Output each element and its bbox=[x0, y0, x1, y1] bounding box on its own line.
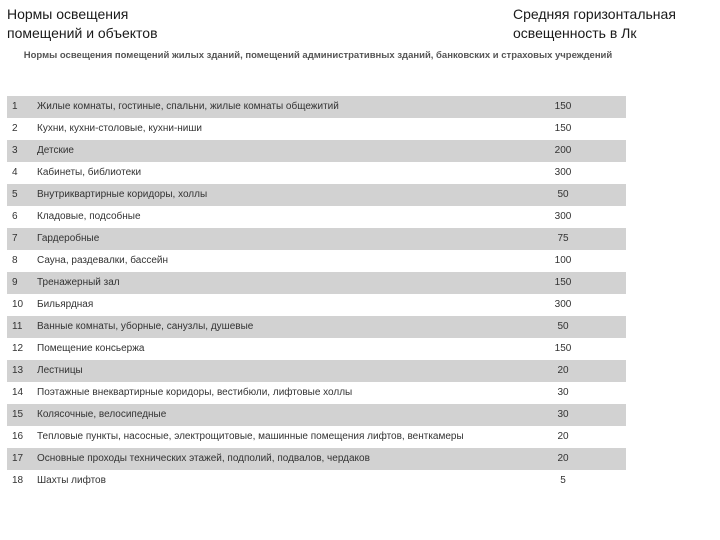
page-title: Нормы освещения помещений и объектов bbox=[7, 6, 158, 41]
lighting-norms-table bbox=[7, 96, 626, 492]
illuminance-value: 20 bbox=[557, 365, 569, 376]
table-row bbox=[7, 316, 626, 338]
room-name: Сауна, раздевалки, бассейн bbox=[37, 255, 169, 266]
row-number: 12 bbox=[12, 343, 24, 354]
table-title: Нормы освещения помещений жилых зданий, помещений административных зданий, банковских и страховых учреждений bbox=[23, 50, 613, 61]
table-row bbox=[7, 448, 626, 470]
room-name: Основные проходы технических этажей, подполий, подвалов, чердаков bbox=[37, 453, 370, 464]
illuminance-value: 300 bbox=[554, 211, 572, 222]
row-number: 3 bbox=[12, 145, 18, 156]
room-name: Тепловые пункты, насосные, электрощитовые, машинные помещения лифтов, венткамеры bbox=[37, 431, 464, 442]
row-number: 7 bbox=[12, 233, 18, 244]
table-row bbox=[7, 96, 626, 118]
illuminance-value: 100 bbox=[554, 255, 572, 266]
table-row bbox=[7, 206, 626, 228]
table-row bbox=[7, 360, 626, 382]
room-name: Тренажерный зал bbox=[37, 277, 120, 288]
room-name: Гардеробные bbox=[37, 233, 100, 244]
illuminance-value: 150 bbox=[554, 101, 572, 112]
table-row bbox=[7, 404, 626, 426]
table-row bbox=[7, 250, 626, 272]
illuminance-value: 150 bbox=[554, 123, 572, 134]
table-row bbox=[7, 294, 626, 316]
illuminance-value: 50 bbox=[557, 189, 569, 200]
room-name: Колясочные, велосипедные bbox=[37, 409, 167, 420]
table-row bbox=[7, 272, 626, 294]
row-number: 5 bbox=[12, 189, 18, 200]
illuminance-value: 50 bbox=[557, 321, 569, 332]
room-name: Помещение консьержа bbox=[37, 343, 145, 354]
row-number: 6 bbox=[12, 211, 18, 222]
row-number: 10 bbox=[12, 299, 24, 310]
table-row bbox=[7, 184, 626, 206]
illuminance-value: 20 bbox=[557, 431, 569, 442]
room-name: Поэтажные внеквартирные коридоры, вестибюли, лифтовые холлы bbox=[37, 387, 353, 398]
row-number: 11 bbox=[12, 321, 23, 332]
row-number: 16 bbox=[12, 431, 24, 442]
row-number: 15 bbox=[12, 409, 24, 420]
row-number: 8 bbox=[12, 255, 18, 266]
room-name: Внутриквартирные коридоры, холлы bbox=[37, 189, 208, 200]
illuminance-value: 150 bbox=[554, 343, 572, 354]
room-name: Кабинеты, библиотеки bbox=[37, 167, 142, 178]
row-number: 18 bbox=[12, 475, 24, 486]
room-name: Лестницы bbox=[37, 365, 83, 376]
illuminance-value: 150 bbox=[554, 277, 572, 288]
room-name: Ванные комнаты, уборные, санузлы, душевые bbox=[37, 321, 254, 332]
room-name: Кладовые, подсобные bbox=[37, 211, 141, 222]
row-number: 2 bbox=[12, 123, 18, 134]
row-number: 14 bbox=[12, 387, 24, 398]
table-row bbox=[7, 470, 626, 492]
illuminance-value: 5 bbox=[560, 475, 566, 486]
illuminance-value: 300 bbox=[554, 167, 572, 178]
illuminance-value: 30 bbox=[557, 387, 569, 398]
room-name: Шахты лифтов bbox=[37, 475, 106, 486]
table-row bbox=[7, 338, 626, 360]
table-row bbox=[7, 228, 626, 250]
row-number: 4 bbox=[12, 167, 18, 178]
table-row bbox=[7, 426, 626, 448]
room-name: Жилые комнаты, гостиные, спальни, жилые комнаты общежитий bbox=[37, 101, 339, 112]
illuminance-value: 75 bbox=[557, 233, 569, 244]
illuminance-value: 30 bbox=[557, 409, 569, 420]
row-number: 1 bbox=[12, 101, 18, 112]
table-row bbox=[7, 118, 626, 140]
illuminance-value: 300 bbox=[554, 299, 572, 310]
room-name: Кухни, кухни-столовые, кухни-ниши bbox=[37, 123, 202, 134]
room-name: Бильярдная bbox=[37, 299, 94, 310]
illuminance-value: 20 bbox=[557, 453, 569, 464]
table-row bbox=[7, 162, 626, 184]
row-number: 17 bbox=[12, 453, 24, 464]
illuminance-value: 200 bbox=[554, 145, 572, 156]
table-row bbox=[7, 140, 626, 162]
row-number: 9 bbox=[12, 277, 18, 288]
table-row bbox=[7, 382, 626, 404]
illuminance-column-title: Средняя горизонтальная освещенность в Лк bbox=[513, 6, 676, 41]
row-number: 13 bbox=[12, 365, 24, 376]
room-name: Детские bbox=[37, 145, 74, 156]
